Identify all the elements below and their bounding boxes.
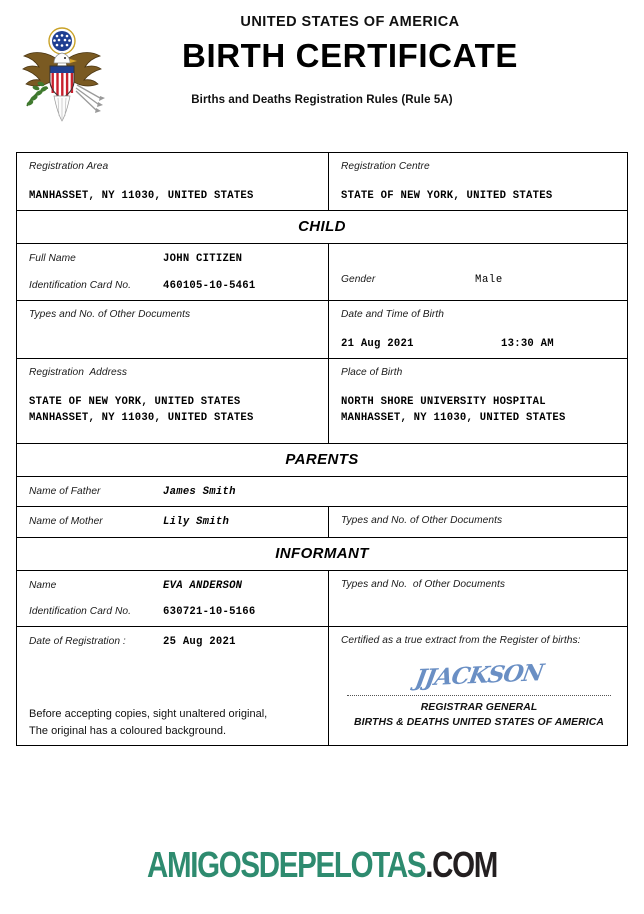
place-of-birth-line2: MANHASSET, NY 11030, UNITED STATES — [341, 412, 566, 425]
section-header-child: CHILD — [298, 218, 346, 236]
informant-details-row — [17, 571, 627, 628]
registration-address-label: Registration Address — [29, 367, 128, 379]
site-watermark — [58, 844, 586, 886]
registrar-title-line2: BIRTHS & DEATHS UNITED STATES OF AMERICA — [354, 717, 604, 729]
registration-address-line2: MANHASSET, NY 11030, UNITED STATES — [29, 412, 254, 425]
copy-warning — [29, 706, 318, 739]
informant-name-id-cell — [17, 571, 329, 627]
father-cell — [17, 477, 627, 506]
registration-date-field — [29, 634, 318, 650]
country-title: UNITED STATES OF AMERICA — [240, 14, 460, 30]
registration-area-label: Registration Area — [29, 161, 109, 172]
parents-section-row — [17, 444, 627, 477]
registrar-signature: JJACKSON — [413, 659, 545, 692]
watermark-suffix: .COM — [425, 844, 498, 885]
registration-rules-subtitle: Births and Deaths Registration Rules (Rule 5A) — [191, 93, 453, 106]
child-address-row — [17, 359, 627, 444]
certification-row — [17, 627, 627, 745]
child-docs-dob-row — [17, 301, 627, 359]
child-name-row — [17, 244, 627, 301]
place-of-birth-cell — [329, 359, 627, 443]
informant-id-card-field — [29, 604, 318, 620]
child-full-name-value: JOHN CITIZEN — [163, 253, 243, 266]
child-name-id-cell — [17, 244, 329, 300]
informant-name-value: EVA ANDERSON — [163, 579, 243, 592]
registration-area-cell — [17, 153, 329, 210]
registration-date-label: Date of Registration : — [29, 636, 126, 648]
father-value: James Smith — [163, 485, 236, 498]
informant-name-field — [29, 578, 318, 594]
copy-warning-line2: The original has a coloured background. — [29, 724, 227, 737]
section-header-parents: PARENTS — [285, 450, 359, 468]
informant-section-row — [17, 538, 627, 571]
certification-cell — [329, 627, 627, 745]
parents-other-documents-cell — [329, 507, 627, 536]
child-other-documents-cell — [17, 301, 329, 358]
registration-row — [17, 153, 627, 211]
child-id-card-label: Identification Card No. — [29, 279, 131, 291]
registration-address-cell — [17, 359, 329, 443]
place-of-birth-label: Place of Birth — [341, 367, 403, 379]
child-full-name-field — [29, 251, 318, 267]
child-dob-label: Date and Time of Birth — [341, 308, 444, 320]
registration-centre-value: STATE OF NEW YORK, UNITED STATES — [341, 189, 553, 202]
copy-warning-line1: Before accepting copies, sight unaltered original, — [29, 708, 268, 721]
mother-value: Lily Smith — [163, 516, 230, 529]
informant-other-documents-label: Types and No. of Other Documents — [341, 578, 505, 590]
child-gender-label: Gender — [341, 274, 376, 286]
child-dob-cell — [329, 301, 627, 358]
mother-field — [29, 514, 318, 530]
informant-id-card-label: Identification Card No. — [29, 605, 131, 617]
registration-centre-label: Registration Centre — [341, 161, 430, 172]
registration-centre-cell — [329, 153, 627, 210]
mother-row — [17, 507, 627, 537]
registration-date-cell — [17, 627, 329, 745]
mother-label: Name of Mother — [29, 516, 103, 528]
child-dob-date-value: 21 Aug 2021 — [341, 337, 414, 350]
registration-area-value: MANHASSET, NY 11030, UNITED STATES — [29, 189, 254, 202]
father-row — [17, 477, 627, 507]
registration-address-line1: STATE OF NEW YORK, UNITED STATES — [29, 395, 241, 408]
page-title: BIRTH CERTIFICATE — [182, 37, 518, 74]
child-gender-field — [341, 272, 617, 288]
child-gender-value: Male — [475, 274, 503, 287]
father-label: Name of Father — [29, 485, 101, 497]
document-header — [0, 0, 644, 122]
registrar-title-line1: REGISTRAR GENERAL — [420, 702, 538, 714]
child-id-card-field — [29, 278, 318, 294]
registrar-title — [354, 700, 604, 730]
great-seal-icon — [14, 26, 110, 128]
informant-name-label: Name — [29, 579, 57, 591]
certificate-table — [16, 152, 628, 746]
mother-cell — [17, 507, 329, 536]
registration-date-value: 25 Aug 2021 — [163, 636, 236, 649]
parents-other-documents-label: Types and No. of Other Documents — [341, 515, 503, 527]
informant-id-card-value: 630721-10-5166 — [163, 605, 256, 618]
child-dob-time-value: 13:30 AM — [501, 337, 554, 350]
section-header-informant: INFORMANT — [275, 544, 369, 562]
watermark-primary: AMIGOSDEPELOTAS — [146, 844, 426, 885]
place-of-birth-line1: NORTH SHORE UNIVERSITY HOSPITAL — [341, 395, 546, 408]
father-field — [29, 484, 617, 500]
child-gender-cell — [329, 244, 627, 300]
child-other-documents-label: Types and No. of Other Documents — [29, 308, 191, 320]
certification-label: Certified as a true extract from the Register of births: — [341, 635, 581, 647]
child-full-name-label: Full Name — [29, 253, 76, 265]
child-id-card-value: 460105-10-5461 — [163, 279, 256, 292]
child-section-row — [17, 211, 627, 244]
informant-other-documents-cell — [329, 571, 627, 627]
signature-line-divider — [347, 695, 612, 696]
